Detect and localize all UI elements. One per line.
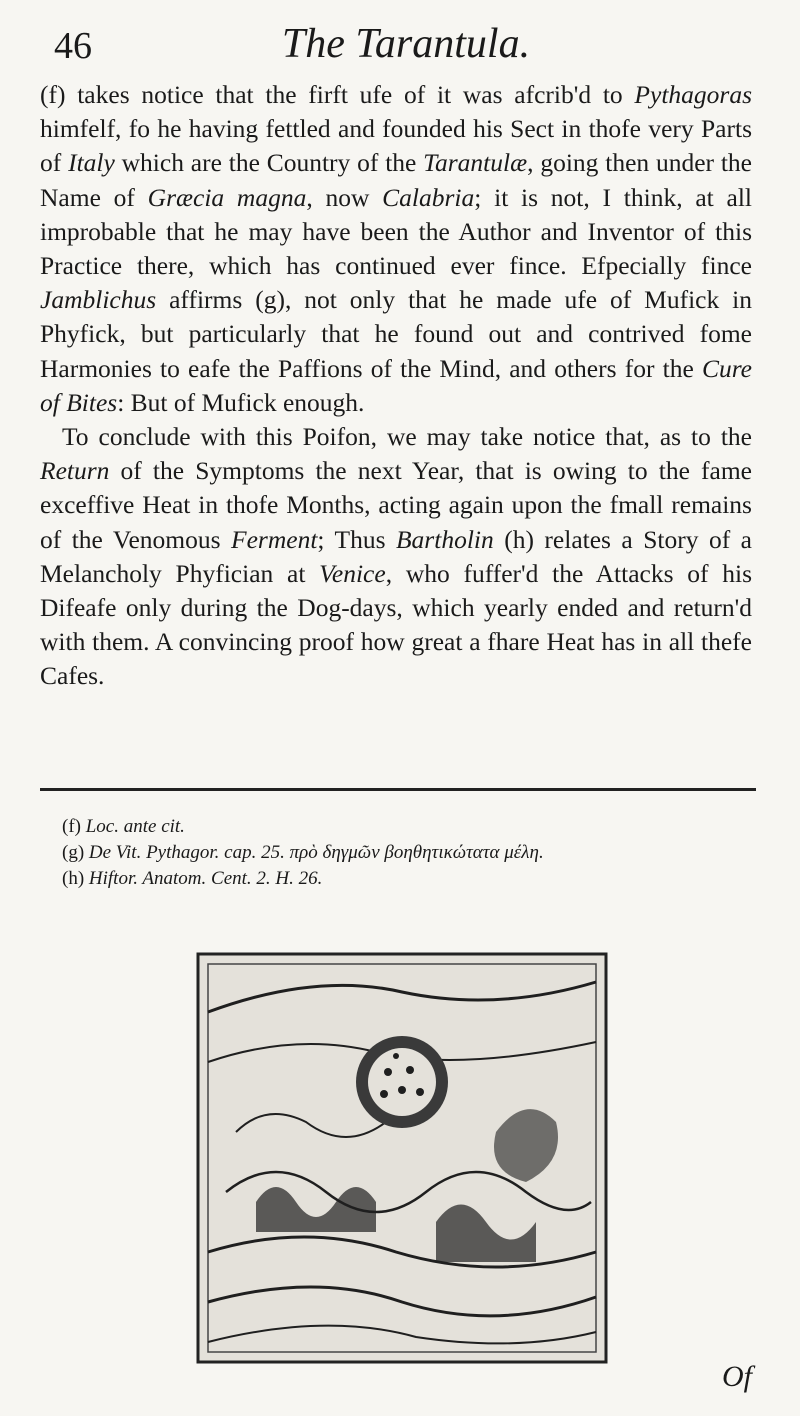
footnote: [62, 840, 752, 866]
text-run: , going then under the Name of: [40, 148, 753, 212]
body-text: [40, 78, 752, 694]
footnote-mark: (g): [62, 842, 85, 863]
text-run: , now: [306, 182, 383, 212]
footnote-rule: [40, 788, 756, 791]
footnote: [62, 866, 752, 892]
italic-term: Bartholin: [395, 524, 494, 554]
text-run: , who fuffer'd the Attacks of his Difeafe only during the Dog-days, which yearly ended and return'd with them. A convincing proof how great a fhare Heat has in all thefe Cafes.: [40, 558, 752, 691]
footnote-text: De Vit. Pythagor. cap. 25. πρὸ δηγμῶν βοηθητικώτατα μέλη.: [88, 842, 544, 863]
italic-term: Jamblichus: [40, 285, 157, 315]
footnote-mark: (f): [62, 816, 81, 837]
page-header: [46, 14, 766, 74]
italic-term: Venice: [319, 558, 386, 588]
footnote: [62, 814, 752, 840]
paragraph: [40, 420, 752, 694]
italic-term: Italy: [68, 148, 115, 178]
text-run: To conclude with this Poifon, we may take notice that, as to the: [62, 422, 752, 452]
text-run: of the Symptoms the next Year, that is owing to the fame exceffive Heat in thofe Months, acting again upon the fmall remains of the Venomous: [40, 456, 752, 554]
tailpiece-ornament: [196, 952, 608, 1364]
footnote-text: Hiftor. Anatom. Cent. 2. H. 26.: [88, 868, 323, 889]
text-run: : But of Mufick enough.: [117, 387, 365, 417]
italic-term: Græcia magna: [147, 182, 307, 212]
footnote-mark: (h): [62, 868, 85, 889]
text-run: ; it is not, I think, at all improbable that he may have been the Author and Inventor of this Practice there, which has continued ever fince. Efpecially fince: [40, 182, 752, 281]
italic-term: Calabria: [382, 182, 475, 212]
text-run: (f) takes notice that the firft ufe of it was afcrib'd to: [40, 80, 635, 109]
text-run: ; Thus: [317, 524, 396, 554]
text-run: himfelf, fo he having fettled and founded his Sect in thofe very Parts of: [40, 114, 752, 178]
italic-term: Ferment: [231, 524, 318, 554]
footnote-text: Loc. ante cit.: [85, 816, 185, 837]
text-run: (h) relates a Story of a Melancholy Phyfician at: [40, 524, 752, 588]
italic-term: Cure of Bites: [40, 353, 752, 417]
catchword: Of: [722, 1360, 752, 1393]
text-run: which are the Country of the: [114, 148, 424, 178]
paragraph: [40, 78, 752, 420]
page-number: 46: [54, 25, 92, 67]
footnotes: [62, 814, 752, 892]
italic-term: Pythagoras: [634, 80, 752, 109]
text-run: affirms (g), not only that he made ufe of Mufick in Phyfick, but particularly that he found out and contrived fome Harmonies to eafe the Paffions of the Mind, and others for the: [40, 285, 752, 383]
italic-term: Return: [40, 456, 110, 486]
running-title: The Tarantula.: [281, 21, 531, 67]
italic-term: Tarantulæ: [423, 148, 528, 178]
